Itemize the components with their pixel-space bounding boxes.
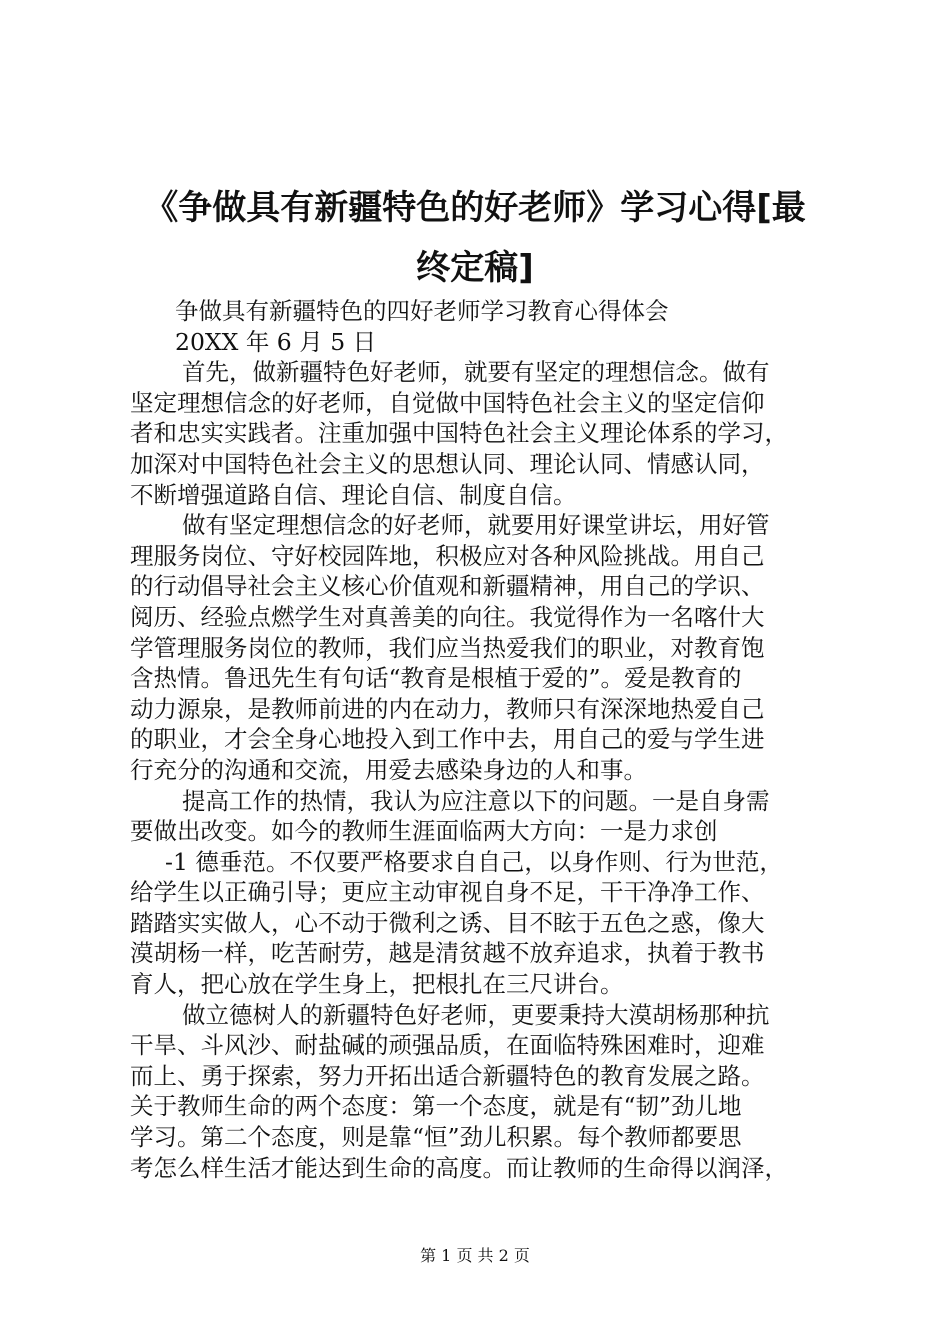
body-line: 首先，做新疆特色好老师，就要有坚定的理想信念。做有: [182, 358, 770, 387]
body-line: 理服务岗位、守好校园阵地，积极应对各种风险挑战。用自己: [130, 541, 765, 570]
body-line: 阅历、经验点燃学生对真善美的向往。我觉得作为一名喀什大: [130, 602, 765, 631]
body-line: 动力源泉，是教师前进的内在动力，教师只有深深地热爱自己: [130, 694, 765, 723]
body-line: 者和忠实实践者。注重加强中国特色社会主义理论体系的学习，: [130, 419, 788, 448]
body-line: 的职业，才会全身心地投入到工作中去，用自己的爱与学生进: [130, 725, 765, 754]
body-line: 加深对中国特色社会主义的思想认同、理论认同、情感认同，: [130, 449, 765, 478]
body-line: 不断增强道路自信、理论自信、制度自信。: [130, 480, 577, 509]
body-line: 漠胡杨一样，吃苦耐劳，越是清贫越不放弃追求，执着于教书: [130, 939, 765, 968]
document-subtitle: 争做具有新疆特色的四好老师学习教育心得体会: [175, 297, 669, 325]
title-line-1: 《争做具有新疆特色的好老师》学习心得[最: [144, 188, 806, 228]
body-line: 含热情。鲁迅先生有句话“教育是根植于爱的”。爱是教育的: [130, 664, 742, 693]
body-line: 给学生以正确引导；更应主动审视自身不足，干干净净工作、: [130, 878, 765, 907]
body-line: 做有坚定理想信念的好老师，就要用好课堂讲坛，用好管: [182, 511, 770, 540]
body-line: 做立德树人的新疆特色好老师，更要秉持大漠胡杨那种抗: [182, 1000, 770, 1029]
body-line: 学习。第二个态度，则是靠“恒”劲儿积累。每个教师都要思: [130, 1123, 742, 1152]
page-footer: 第 1 页 共 2 页: [420, 1246, 530, 1265]
document-body: [130, 296, 838, 1183]
body-line: 育人，把心放在学生身上，把根扎在三尺讲台。: [130, 970, 624, 999]
body-line: 的行动倡导社会主义核心价值观和新疆精神，用自己的学识、: [130, 572, 765, 601]
body-line: 要做出改变。如今的教师生涯面临两大方向：一是力求创: [130, 817, 718, 846]
body-line: 关于教师生命的两个态度：第一个态度，就是有“韧”劲儿地: [130, 1092, 742, 1121]
body-line: 考怎么样生活才能达到生命的高度。而让教师的生命得以润泽，: [130, 1153, 788, 1182]
body-line: 行充分的沟通和交流，用爱去感染身边的人和事。: [130, 755, 647, 784]
body-line: 提高工作的热情，我认为应注意以下的问题。一是自身需: [182, 786, 770, 815]
document-date: 20XX 年 6 月 5 日: [175, 327, 377, 356]
body-line: 而上、勇于探索，努力开拓出适合新疆特色的教育发展之路。: [130, 1061, 765, 1090]
title-line-2: 终定稿]: [416, 248, 534, 288]
body-line: 学管理服务岗位的教师，我们应当热爱我们的职业，对教育饱: [130, 633, 765, 662]
body-line: 干旱、斗风沙、耐盐碱的顽强品质，在面临特殊困难时，迎难: [130, 1031, 765, 1060]
document-title: [100, 178, 850, 298]
body-line: 踏踏实实做人，心不动于微利之诱、目不眩于五色之惑，像大: [130, 908, 765, 937]
body-line: 坚定理想信念的好老师，自觉做中国特色社会主义的坚定信仰: [130, 388, 765, 417]
body-text: [130, 357, 838, 1183]
body-line: -1 德垂范。不仅要严格要求自自己，以身作则、行为世范，: [165, 847, 783, 876]
